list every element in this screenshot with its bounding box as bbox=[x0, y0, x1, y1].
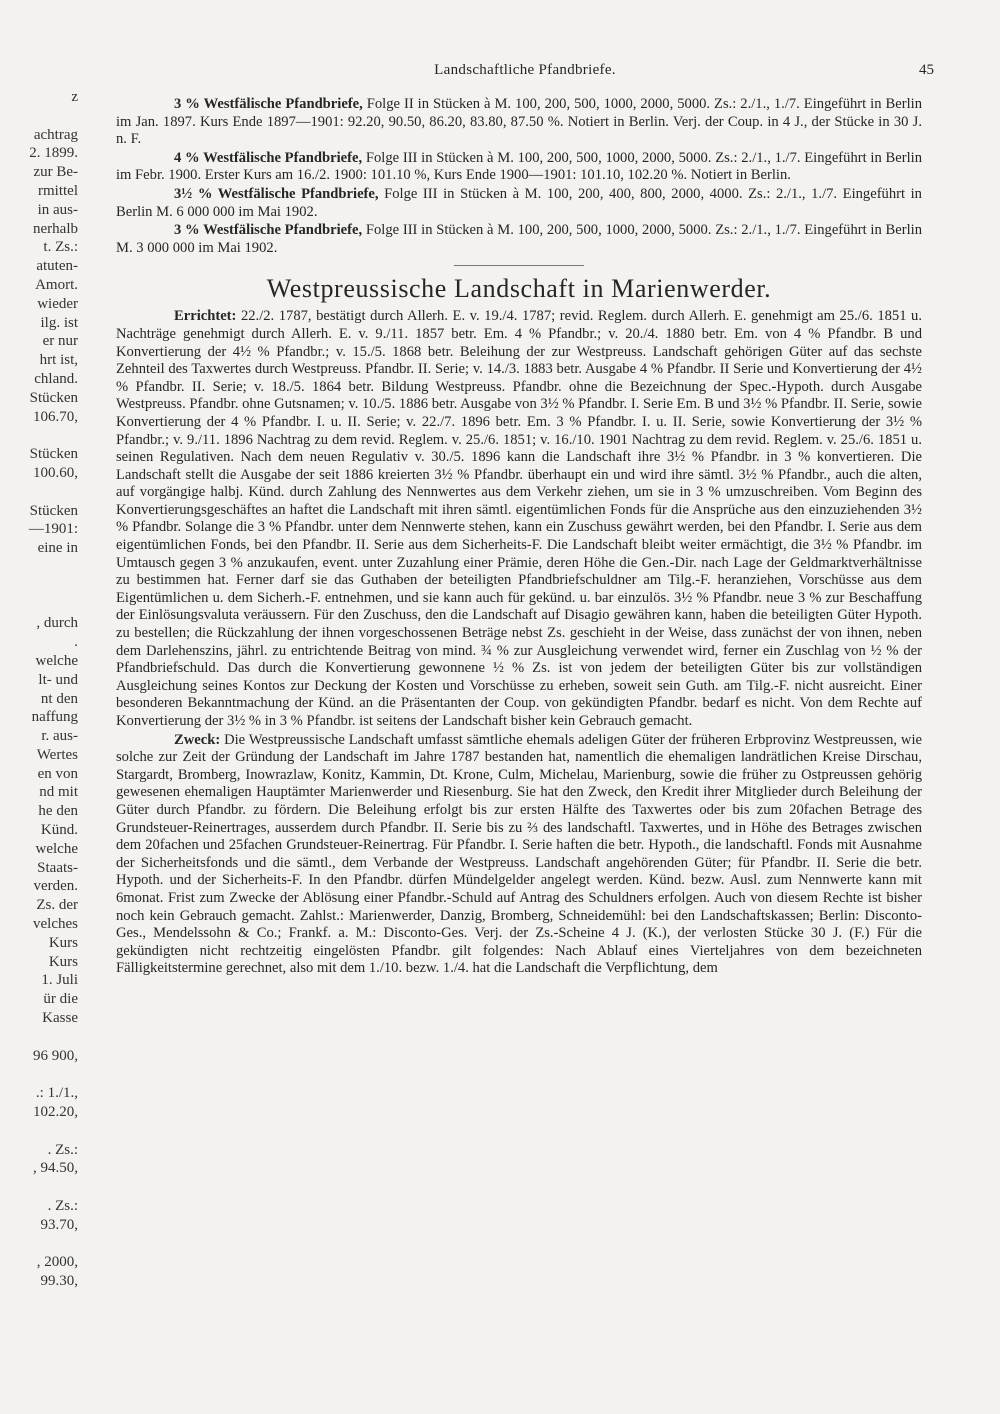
bleed-line: Staats- bbox=[37, 859, 78, 876]
bleed-line: nerhalb bbox=[33, 220, 78, 237]
bleed-line: Zs. der bbox=[36, 897, 78, 914]
bleed-line: chland. bbox=[34, 370, 78, 387]
bleed-line: nd mit bbox=[39, 784, 78, 801]
bleed-line: ür die bbox=[43, 991, 78, 1008]
bleed-line: hrt ist, bbox=[39, 352, 78, 369]
bleed-line: naffung bbox=[31, 709, 78, 726]
entry-text: Folge III in Stücken à M. 100, 200, 400, 800, 2000, 4000. Zs.: 2./1., 1./7. Eingeführt in Berlin M. 6 000 000 im Mai 1902. bbox=[116, 185, 922, 220]
bleed-line: 100.60, bbox=[33, 464, 78, 481]
page-number: 45 bbox=[919, 62, 934, 78]
bleed-line: Künd. bbox=[40, 822, 78, 839]
entry-paragraph bbox=[116, 222, 922, 257]
bleed-line: welche bbox=[35, 840, 78, 857]
section-paragraph bbox=[116, 732, 922, 978]
bleed-line: nt den bbox=[40, 690, 78, 707]
bleed-line: 93.70, bbox=[40, 1216, 78, 1233]
entry-text: Folge III in Stücken à M. 100, 200, 500, 1000, 2000, 5000. Zs.: 2./1., 1./7. Eingeführt in Berlin im Febr. 1900. Erster Kurs am 16./2. 1900: 101.10 %, Kurs Ende 1900—1901: 101.10, 102.20 %. Notiert in Berlin. bbox=[116, 149, 922, 184]
paragraph-text: 22./2. 1787, bestätigt durch Allerh. E. v. 19./4. 1787; revid. Reglem. durch Allerh. E. genehmigt am 25./6. 1851 u. Nachträge genehmigt durch Allerh. E. v. 9./11. 1857 betr. Em. 4 % Pfandbr.; v. 20./4. 1880 betr. Em. von 4 % Pfandbr. B und Konvertierung der 4½ % Pfandbr.; v. 15./5. 1868 betr. Beleihung der zur Westpreuss. Landschaft gehörigen Güter auf das sechste Zehnteil des Taxwertes durch Westpreuss. Pfandbr. II. Serie; v. 14./3. 1883 betr. Ausgabe 4 % Pfandbr. II Serie und Konvertierung der 4½ % Pfandbr. II. Serie; v. 18./5. 1864 betr. Bildung Westpreuss. Pfandbr. ohne die Bezeichnung der Spec.-Hypoth. durch Ausgabe Westpreuss. Pfandbr. ohne Gutsnamen; v. 10./5. 1886 betr. Ausgabe von 3½ % Pfandbr. I. Serie Em. B und 3½ % Pfandbr. II. Serie, sowie Konvertierung der 4 % Pfandbr. I. u. II. Serie; v. 22./7. 1896 betr. Em. 3 % Pfandbr. I. u. II. Serie, sowie Konvertierung der 3½ % Pfandbr.; v. 9./11. 1896 Nachtrag zu dem revid. Reglem. v. 25./6. 1851; v. 16./10. 1901 Nachtrag zu dem revid. Reglem. v. 25./6. 1851 u. seinen Regulativen. Nach dem neuen Regulativ v. 30./5. 1896 kann die Landschaft ihre 3½ % Pfandbr. in 3 % konvertieren. Die Landschaft stellt die Ausgabe der seit 1886 kreierten 3½ % Pfandbr. überhaupt ein und wird ihre sämtl. 3½ % Pfandbr., auch die alten, auf vorgängige halbj. Künd. durch Zahlung des Nennwertes aus dem Verkehr ziehen, um sie in 3 % umzuschreiben. Vom Beginn des Konvertierungsgeschäftes an haftet die Landschaft mit ihren sämtl. eigentümlichen Fonds für die Ansprüche aus den einzuziehenden 3½ % Pfandbr. Solange die 3 % Pfandbr. unter dem Nennwerte stehen, kann ein Zuschuss gewährt werden, bei den Pfandbr. I. Serie aus dem eigentümlichen Fonds, bei den Pfandbr. II. Serie aus dem Sicherheits-F. Die Landschaft bleibt weiter ermächtigt, die 3½ % Pfandbr. im Umtausch gegen 3 % anzukaufen, event. unter Zuzahlung einer Prämie, deren Höhe die Gen.-Dir. nach Lage der Geldmarktverhältnisse zu bestimmen hat. Ferner darf sie das Guthaben der beteiligten Pfandbriefschuldner am Tilg.-F. heranziehen, Vorschüsse aus dem Eigentümlichen u. dem Sicherh.-F. entnehmen, und sie kann auch für gekünd. u. bar einzulös. 3½ % Pfandbr. neue 3 % zur Beschaffung der Einlösungsvaluta veräussern. Für den Zuschuss, den die Landschaft auf Disagio gewähren kann, haben die beteiligten Güter Hypoth. zu bestellen; die Rückzahlung der ihnen vorgeschossenen Beträge nebst Zs. geschieht in der Weise, dass zunächst der von ihnen, neben dem Darlehenszins, jährl. zu entrichtende Beitrag von mind. ¾ % zur Ausgleichung verwendet wird, ferner ein Zuschlag von ½ % der Pfandbriefschuld. Das durch die Konvertierung gewonnene ½ % Zs. ist von jedem der beteiligten Güter bis zur vollständigen Ausgleichung seines Kontos zur Deckung der Kosten und Vorschüsse zu erheben, soweit sein Guth. am Tilg.-F. nicht ausreicht. Einer besonderen Bekanntmachung der Künd. an die Präsentanten der Coup. von gekündigten Pfandbr. bedarf es nicht. Von dem Rechte auf Konvertierung der 3½ % in 3 % Pfandbr. ist seitens der Landschaft bisher kein Gebrauch gemacht. bbox=[116, 308, 922, 729]
section-divider bbox=[454, 265, 584, 266]
adjacent-page-bleed bbox=[0, 88, 78, 1291]
entry-paragraph bbox=[116, 96, 922, 149]
entry-title: 3 % Westfälische Pfandbriefe, bbox=[174, 96, 363, 112]
entry-paragraph bbox=[116, 186, 922, 221]
bleed-line: Wertes bbox=[36, 746, 78, 763]
bleed-line: , 2000, bbox=[36, 1254, 78, 1271]
bleed-line bbox=[0, 1028, 78, 1047]
bleed-line: he den bbox=[38, 803, 78, 820]
bleed-line bbox=[0, 558, 78, 577]
bleed-line: wieder bbox=[37, 295, 78, 312]
section-heading: Westpreussische Landschaft in Marienwerder. bbox=[266, 274, 772, 304]
entry-title: 3 % Westfälische Pfandbriefe, bbox=[174, 222, 363, 239]
entry-paragraph bbox=[116, 150, 922, 185]
bleed-line bbox=[0, 1065, 78, 1084]
bleed-line: er nur bbox=[42, 333, 78, 350]
bleed-line: t. Zs.: bbox=[43, 239, 78, 256]
bleed-line: . Zs.: bbox=[47, 1141, 78, 1158]
bleed-line bbox=[0, 1235, 78, 1254]
bleed-line bbox=[0, 596, 78, 615]
bleed-line: in aus- bbox=[37, 201, 78, 218]
section-paragraph bbox=[116, 308, 922, 730]
bleed-line: en von bbox=[37, 765, 78, 782]
entry-text: Folge II in Stücken à M. 100, 200, 500, 1000, 2000, 5000. Zs.: 2./1., 1./7. Eingeführt in Berlin im Jan. 1897. Kurs Ende 1897—1901: 92.20, 90.50, 86.20, 83.80, 87.50 %. Notiert in Berlin. Verj. der Coup. in 4 J., der Stücke in 30 J. n. F. bbox=[116, 96, 922, 148]
paragraph-text: Die Westpreussische Landschaft umfasst sämtliche ehemals adeligen Güter der früheren Erbprovinz Westpreussen, wie solche zur Zeit der Gründung der Landschaft im Jahre 1787 bestanden hat, namentlich die ehemaligen landrätlichen Kreise Dirschau, Stargardt, Bromberg, Inowrazlaw, Konitz, Kammin, Dt. Krone, Culm, Michelau, Marienburg, sowie die früher zu Ostpreussen gehörig gewesenen ehemaligen Hauptämter Marienwerder und Riesenburg. Sie hat den Zweck, den Kredit ihrer Mitglieder durch Beleihung der Güter durch Pfandbr. zu fördern. Die Beleihung erfolgt bis zur ersten Hälfte des Taxwertes oder bis zum 20fachen Betrage des Grundsteuer-Reinertrages, ausserdem durch Pfandbr. II. Serie bis zu ⅔ des landschaftl. Taxwertes, und in Höhe des Betrages zwischen dem 20fachen und 25fachen Grundsteuer-Reinertrag. Für Pfandbr. I. Serie haften die betr. Hypoth., die landschaftl. Fonds mit Ausnahme der Sicherheitsfonds und die sämtl., dem Verbande der Westpreuss. Landschaft angehörenden Güter; für Pfandbr. II. Serie die betr. Hypoth. und der Sicherheits-F. In den Pfandbr. dürfen Mündelgelder angelegt werden. Künd. bezw. Ausl. zum Nennwerte kann mit 6monat. Frist zum Zwecke der Ablösung einer Pfandbr.-Schuld auf Antrag des Schuldners erfolgen. Auch von diesem Rechte ist bisher noch kein Gebrauch gemacht. Zahlst.: Marienwerder, Danzig, Bromberg, Schneidemühl: bei den Landschaftskassen; Berlin: Disconto-Ges., Mendelssohn & Co.; Frankf. a. M.: Disconto-Ges. Verj. der Zs.-Scheine 4 J. (K.), der verlosten Stücke 30 J. (F.) Für die gekündigten nicht rechtzeitig eingelösten Pfandbr. gilt folgendes: Nach Ablauf eines Vierteljahres von dem bezeichneten Fälligkeitstermine gerechnet, also mit dem 1./10. bezw. 1./4. hat die Landschaft die Verpflichtung, dem bbox=[116, 731, 922, 977]
entry-text: Folge III in Stücken à M. 100, 200, 500, 1000, 2000, 5000. Zs.: 2./1., 1./7. Eingeführt in Berlin M. 3 000 000 im Mai 1902. bbox=[116, 222, 922, 256]
bleed-line: Stücken bbox=[29, 502, 78, 519]
bleed-line: . bbox=[74, 634, 78, 651]
running-title: Landschaftliche Pfandbriefe. bbox=[434, 62, 616, 78]
bleed-line: achtrag bbox=[33, 126, 78, 143]
bleed-line: ilg. ist bbox=[40, 314, 78, 331]
bleed-line: 102.20, bbox=[33, 1104, 78, 1121]
bleed-line: welche bbox=[35, 652, 78, 669]
bleed-line: —1901: bbox=[28, 521, 78, 538]
bleed-line: 96 900, bbox=[33, 1047, 78, 1064]
bleed-line: Stücken bbox=[29, 389, 78, 406]
bleed-line: 1. Juli bbox=[41, 972, 78, 989]
paragraph-lead: Zweck: bbox=[174, 731, 221, 748]
bleed-line: , 94.50, bbox=[33, 1160, 78, 1177]
bleed-line: 99.30, bbox=[40, 1273, 78, 1290]
bleed-line: rmittel bbox=[38, 182, 78, 199]
bleed-line: Kasse bbox=[42, 1010, 78, 1027]
bleed-line: lt- und bbox=[38, 671, 78, 688]
bleed-line bbox=[0, 483, 78, 502]
bleed-line: .: 1./1., bbox=[35, 1085, 78, 1102]
bleed-line: z bbox=[71, 89, 78, 105]
bleed-line: atuten- bbox=[36, 258, 78, 275]
bleed-line bbox=[0, 577, 78, 596]
bleed-line bbox=[0, 1122, 78, 1141]
running-header bbox=[116, 62, 934, 88]
bleed-line bbox=[0, 426, 78, 445]
bleed-line: , durch bbox=[36, 615, 78, 632]
entry-title: 3½ % Westfälische Pfandbriefe, bbox=[174, 185, 379, 202]
bleed-line: zur Be- bbox=[33, 164, 78, 181]
bleed-line: 2. 1899. bbox=[29, 145, 78, 162]
bleed-line bbox=[0, 107, 78, 126]
bleed-line: . Zs.: bbox=[47, 1198, 78, 1215]
text-column bbox=[116, 96, 922, 979]
bleed-line: Stücken bbox=[29, 446, 78, 463]
bleed-line bbox=[0, 1178, 78, 1197]
bleed-line: Kurs bbox=[48, 953, 78, 970]
bleed-line: Amort. bbox=[35, 276, 78, 293]
bleed-line: r. aus- bbox=[41, 728, 78, 745]
entry-title: 4 % Westfälische Pfandbriefe, bbox=[174, 149, 363, 166]
bleed-line: velches bbox=[33, 916, 78, 933]
bleed-line: Kurs bbox=[48, 934, 78, 951]
bleed-line: eine in bbox=[37, 540, 78, 557]
bleed-line: verden. bbox=[33, 878, 78, 895]
paragraph-lead: Errichtet: bbox=[174, 308, 237, 325]
bleed-line: 106.70, bbox=[33, 408, 78, 425]
